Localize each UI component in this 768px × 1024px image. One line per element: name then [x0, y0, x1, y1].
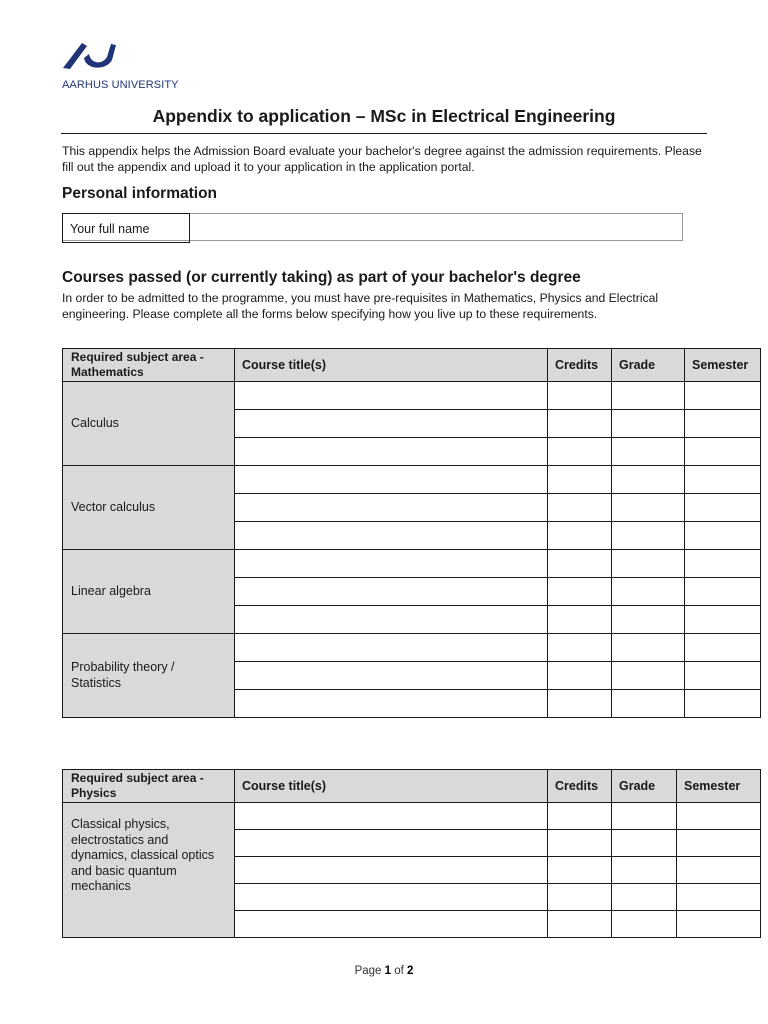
header-grade: Grade	[612, 349, 685, 382]
grade-cell[interactable]	[612, 522, 685, 550]
course-title-cell[interactable]	[235, 830, 548, 857]
credits-cell[interactable]	[548, 438, 612, 466]
semester-cell[interactable]	[685, 606, 761, 634]
course-title-cell[interactable]	[235, 522, 548, 550]
intro-text: This appendix helps the Admission Board evaluate your bachelor's degree against the admission requirements. Please fill out the appendix and upload it to your application in the application portal.	[62, 144, 702, 174]
semester-cell[interactable]	[677, 803, 761, 830]
subject-area-cell: Probability theory / Statistics	[63, 634, 235, 718]
header-semester: Semester	[677, 770, 761, 803]
credits-cell[interactable]	[548, 857, 612, 884]
course-title-cell[interactable]	[235, 911, 548, 938]
credits-cell[interactable]	[548, 466, 612, 494]
physics-table	[62, 769, 761, 938]
credits-cell[interactable]	[548, 803, 612, 830]
page-number: 1	[384, 965, 392, 977]
page-footer	[0, 965, 768, 977]
course-title-cell[interactable]	[235, 438, 548, 466]
semester-cell[interactable]	[685, 578, 761, 606]
grade-cell[interactable]	[612, 410, 685, 438]
semester-cell[interactable]	[685, 550, 761, 578]
header-credits: Credits	[548, 770, 612, 803]
semester-cell[interactable]	[685, 410, 761, 438]
semester-cell[interactable]	[677, 830, 761, 857]
semester-cell[interactable]	[685, 438, 761, 466]
semester-cell[interactable]	[685, 382, 761, 410]
credits-cell[interactable]	[548, 606, 612, 634]
table-row	[63, 634, 761, 662]
credits-cell[interactable]	[548, 634, 612, 662]
semester-cell[interactable]	[685, 634, 761, 662]
logo-text: AARHUS UNIVERSITY	[62, 79, 179, 91]
table-header-row	[63, 349, 761, 382]
mathematics-table	[62, 348, 761, 718]
grade-cell[interactable]	[612, 857, 677, 884]
page-total: 2	[407, 965, 414, 977]
course-title-cell[interactable]	[235, 662, 548, 690]
subject-area-cell: Vector calculus	[63, 466, 235, 550]
semester-cell[interactable]	[677, 911, 761, 938]
credits-cell[interactable]	[548, 522, 612, 550]
grade-cell[interactable]	[612, 830, 677, 857]
full-name-input[interactable]	[190, 214, 682, 240]
credits-cell[interactable]	[548, 690, 612, 718]
credits-cell[interactable]	[548, 494, 612, 522]
grade-cell[interactable]	[612, 634, 685, 662]
table-row	[63, 803, 761, 830]
table-header-row	[63, 770, 761, 803]
course-title-cell[interactable]	[235, 578, 548, 606]
aarhus-wave-icon	[62, 40, 118, 70]
course-title-cell[interactable]	[235, 606, 548, 634]
semester-cell[interactable]	[685, 662, 761, 690]
credits-cell[interactable]	[548, 830, 612, 857]
grade-cell[interactable]	[612, 438, 685, 466]
full-name-label: Your full name	[62, 213, 190, 243]
header-course-title: Course title(s)	[235, 770, 548, 803]
grade-cell[interactable]	[612, 884, 677, 911]
course-title-cell[interactable]	[235, 494, 548, 522]
course-title-cell[interactable]	[235, 634, 548, 662]
credits-cell[interactable]	[548, 662, 612, 690]
grade-cell[interactable]	[612, 550, 685, 578]
header-subject-area: Required subject area - Physics	[63, 770, 235, 803]
course-title-cell[interactable]	[235, 884, 548, 911]
grade-cell[interactable]	[612, 662, 685, 690]
credits-cell[interactable]	[548, 550, 612, 578]
title-divider	[61, 133, 707, 134]
subject-area-cell: Classical physics, electrostatics and dynamics, classical optics and basic quantum mechanics	[63, 803, 235, 938]
grade-cell[interactable]	[612, 606, 685, 634]
grade-cell[interactable]	[612, 690, 685, 718]
grade-cell[interactable]	[612, 803, 677, 830]
grade-cell[interactable]	[612, 494, 685, 522]
table-row	[63, 466, 761, 494]
header-semester: Semester	[685, 349, 761, 382]
course-title-cell[interactable]	[235, 382, 548, 410]
semester-cell[interactable]	[685, 494, 761, 522]
semester-cell[interactable]	[677, 884, 761, 911]
of-label: of	[394, 965, 404, 977]
grade-cell[interactable]	[612, 578, 685, 606]
credits-cell[interactable]	[548, 410, 612, 438]
subject-area-cell: Linear algebra	[63, 550, 235, 634]
personal-info-heading: Personal information	[62, 185, 218, 202]
credits-cell[interactable]	[548, 578, 612, 606]
header-subject-area: Required subject area - Mathematics	[63, 349, 235, 382]
table-row	[63, 550, 761, 578]
page-label: Page	[354, 965, 382, 977]
course-title-cell[interactable]	[235, 550, 548, 578]
credits-cell[interactable]	[548, 884, 612, 911]
course-title-cell[interactable]	[235, 690, 548, 718]
grade-cell[interactable]	[612, 466, 685, 494]
header-grade: Grade	[612, 770, 677, 803]
full-name-field	[62, 213, 683, 241]
semester-cell[interactable]	[685, 690, 761, 718]
course-title-cell[interactable]	[235, 466, 548, 494]
course-title-cell[interactable]	[235, 410, 548, 438]
page-title: Appendix to application – MSc in Electrical Engineering	[152, 106, 616, 126]
table-row	[63, 382, 761, 410]
course-title-cell[interactable]	[235, 803, 548, 830]
semester-cell[interactable]	[677, 857, 761, 884]
grade-cell[interactable]	[612, 911, 677, 938]
header-course-title: Course title(s)	[235, 349, 548, 382]
courses-instructions: In order to be admitted to the programme, you must have pre-requisites in Mathematics, Physics and Electrical engineering. Please complete all the forms below specifying how you live up to these requirements.	[62, 291, 659, 321]
aarhus-university-logo	[62, 40, 118, 75]
semester-cell[interactable]	[685, 466, 761, 494]
courses-heading: Courses passed (or currently taking) as part of your bachelor's degree	[62, 269, 581, 286]
header-credits: Credits	[548, 349, 612, 382]
semester-cell[interactable]	[685, 522, 761, 550]
grade-cell[interactable]	[612, 382, 685, 410]
credits-cell[interactable]	[548, 382, 612, 410]
subject-area-cell: Calculus	[63, 382, 235, 466]
credits-cell[interactable]	[548, 911, 612, 938]
course-title-cell[interactable]	[235, 857, 548, 884]
